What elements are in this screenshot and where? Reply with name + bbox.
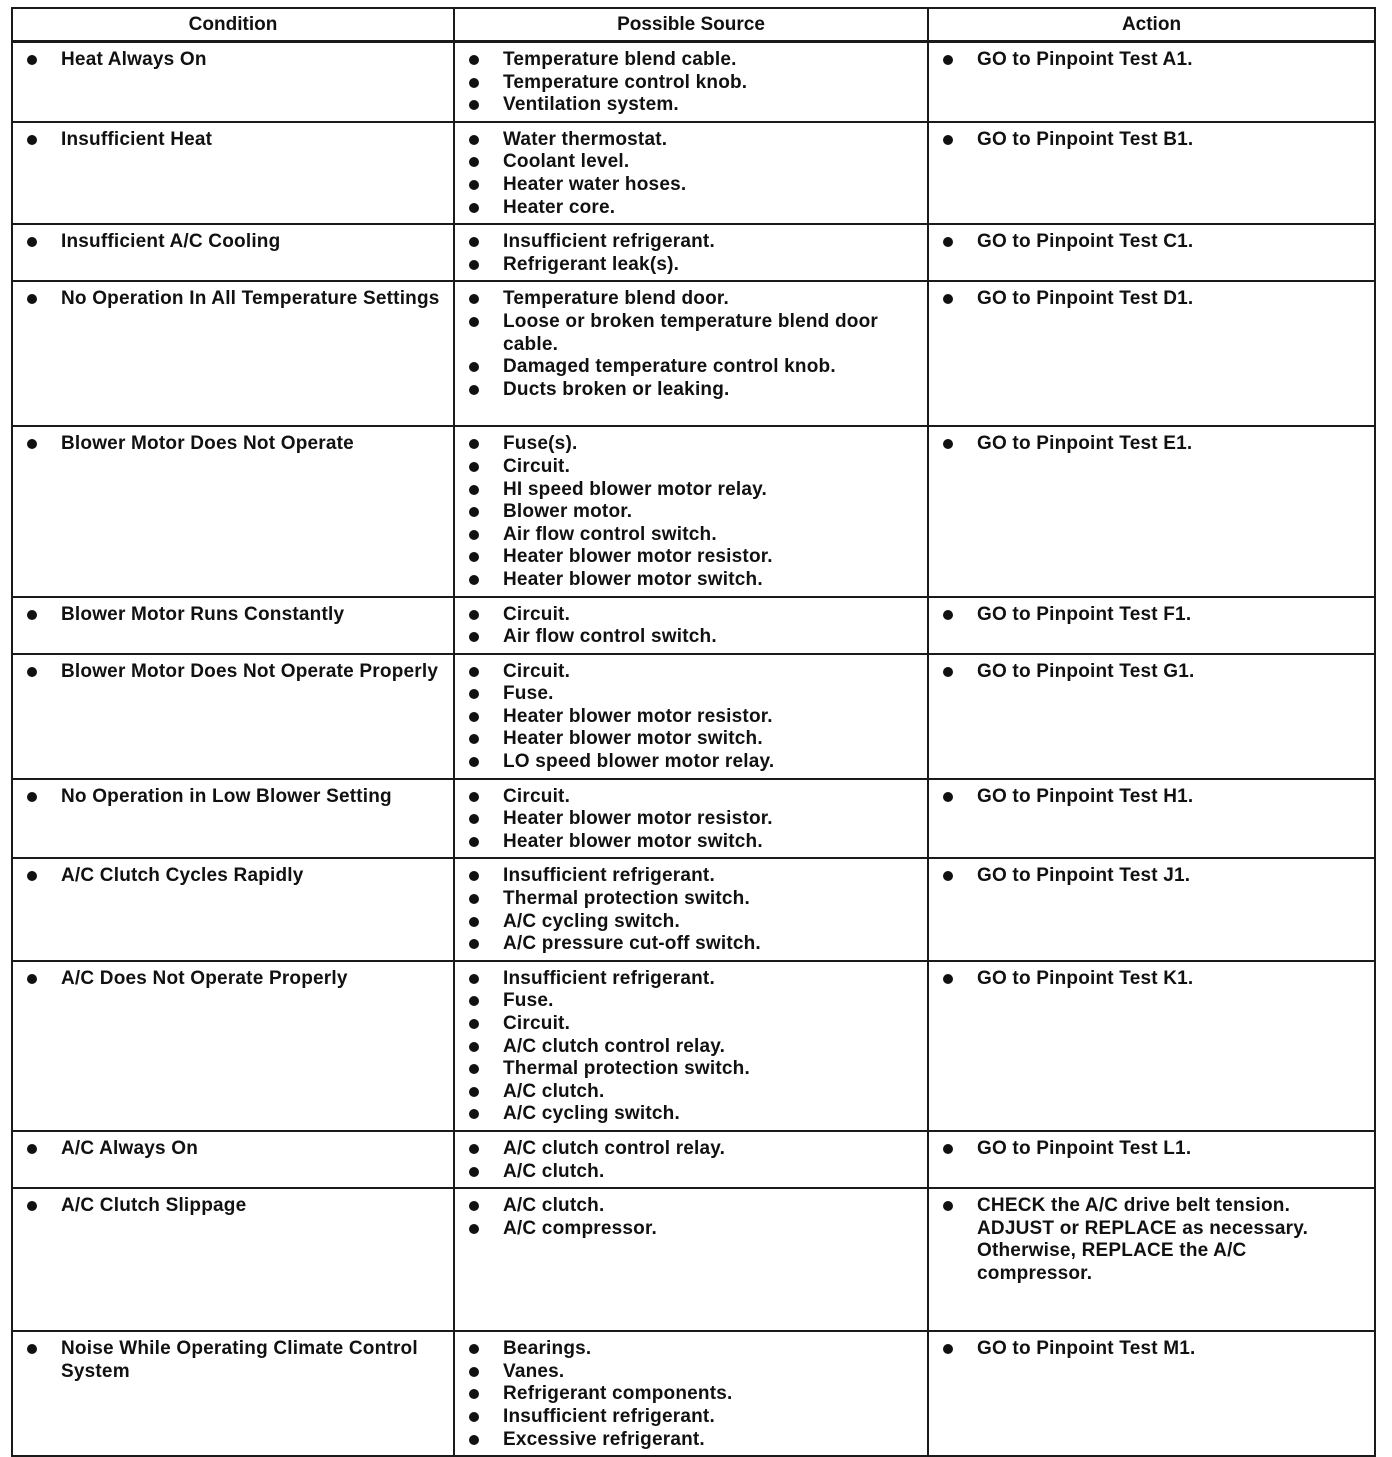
source-item: Insufficient refrigerant.	[465, 1406, 919, 1429]
source-item: A/C clutch.	[465, 1161, 919, 1184]
action-text: GO to Pinpoint Test G1.	[939, 661, 1366, 684]
condition-text: Blower Motor Does Not Operate Properly	[23, 661, 445, 684]
condition-cell	[12, 779, 454, 859]
action-text: GO to Pinpoint Test L1.	[939, 1138, 1366, 1161]
table-row	[12, 858, 1375, 960]
source-item: Heater blower motor resistor.	[465, 546, 919, 569]
source-item: A/C pressure cut-off switch.	[465, 933, 919, 956]
source-cell	[454, 1188, 928, 1331]
table-row	[12, 961, 1375, 1131]
table-row	[12, 426, 1375, 596]
condition-text: Insufficient Heat	[23, 129, 445, 152]
action-cell	[928, 858, 1375, 960]
source-cell	[454, 654, 928, 779]
header-condition: Condition	[12, 8, 454, 42]
condition-cell	[12, 1188, 454, 1331]
source-cell	[454, 122, 928, 224]
table-row	[12, 597, 1375, 654]
source-cell	[454, 779, 928, 859]
source-item: Heater blower motor resistor.	[465, 706, 919, 729]
action-cell	[928, 597, 1375, 654]
action-text: GO to Pinpoint Test D1.	[939, 288, 1366, 311]
condition-cell	[12, 1131, 454, 1188]
source-cell	[454, 224, 928, 281]
source-item: Fuse(s).	[465, 433, 919, 456]
condition-cell	[12, 224, 454, 281]
table-row	[12, 779, 1375, 859]
action-text: GO to Pinpoint Test B1.	[939, 129, 1366, 152]
action-cell	[928, 1188, 1375, 1331]
source-item: Heater blower motor switch.	[465, 569, 919, 592]
source-item: Blower motor.	[465, 501, 919, 524]
source-item: A/C clutch control relay.	[465, 1036, 919, 1059]
source-item: Air flow control switch.	[465, 626, 919, 649]
source-item: Heater blower motor switch.	[465, 728, 919, 751]
table-row	[12, 224, 1375, 281]
source-item: Vanes.	[465, 1361, 919, 1384]
source-item: Circuit.	[465, 786, 919, 809]
source-item: Excessive refrigerant.	[465, 1429, 919, 1452]
source-item: A/C cycling switch.	[465, 911, 919, 934]
condition-text: No Operation in Low Blower Setting	[23, 786, 445, 809]
action-cell	[928, 961, 1375, 1131]
action-text: GO to Pinpoint Test H1.	[939, 786, 1366, 809]
condition-cell	[12, 654, 454, 779]
condition-text: Insufficient A/C Cooling	[23, 231, 445, 254]
action-text: GO to Pinpoint Test J1.	[939, 865, 1366, 888]
source-item: A/C clutch control relay.	[465, 1138, 919, 1161]
source-item: A/C compressor.	[465, 1218, 919, 1241]
source-item: Heater blower motor resistor.	[465, 808, 919, 831]
source-item: Refrigerant components.	[465, 1383, 919, 1406]
source-item: A/C cycling switch.	[465, 1103, 919, 1126]
source-cell	[454, 281, 928, 426]
action-cell	[928, 224, 1375, 281]
condition-text: Blower Motor Runs Constantly	[23, 604, 445, 627]
source-item: Air flow control switch.	[465, 524, 919, 547]
action-text: CHECK the A/C drive belt tension. ADJUST or REPLACE as necessary. Otherwise, REPLACE the A/C compressor.	[939, 1195, 1366, 1285]
source-cell	[454, 1331, 928, 1456]
condition-text: No Operation In All Temperature Settings	[23, 288, 445, 311]
source-item: Insufficient refrigerant.	[465, 968, 919, 991]
condition-text: Noise While Operating Climate Control System	[23, 1338, 445, 1383]
source-item: Fuse.	[465, 990, 919, 1013]
condition-text: A/C Clutch Slippage	[23, 1195, 445, 1218]
action-cell	[928, 42, 1375, 122]
source-item: Heater core.	[465, 197, 919, 220]
table-row	[12, 281, 1375, 426]
source-item: Heater blower motor switch.	[465, 831, 919, 854]
source-cell	[454, 597, 928, 654]
table-row	[12, 654, 1375, 779]
condition-cell	[12, 961, 454, 1131]
source-item: Insufficient refrigerant.	[465, 231, 919, 254]
table-row	[12, 1331, 1375, 1456]
action-text: GO to Pinpoint Test F1.	[939, 604, 1366, 627]
action-text: GO to Pinpoint Test E1.	[939, 433, 1366, 456]
header-possible-source: Possible Source	[454, 8, 928, 42]
condition-text: A/C Does Not Operate Properly	[23, 968, 445, 991]
source-item: Ducts broken or leaking.	[465, 379, 919, 402]
source-item: Thermal protection switch.	[465, 888, 919, 911]
condition-cell	[12, 426, 454, 596]
source-item: Damaged temperature control knob.	[465, 356, 919, 379]
action-cell	[928, 281, 1375, 426]
source-item: Temperature blend door.	[465, 288, 919, 311]
source-item: Refrigerant leak(s).	[465, 254, 919, 277]
action-cell	[928, 779, 1375, 859]
source-item: Temperature blend cable.	[465, 49, 919, 72]
action-cell	[928, 426, 1375, 596]
source-item: Water thermostat.	[465, 129, 919, 152]
condition-cell	[12, 597, 454, 654]
diagnosis-table	[11, 7, 1376, 1457]
source-item: Thermal protection switch.	[465, 1058, 919, 1081]
action-cell	[928, 122, 1375, 224]
source-cell	[454, 42, 928, 122]
condition-cell	[12, 42, 454, 122]
source-item: Temperature control knob.	[465, 72, 919, 95]
source-item: Ventilation system.	[465, 94, 919, 117]
source-item: HI speed blower motor relay.	[465, 479, 919, 502]
source-item: Fuse.	[465, 683, 919, 706]
condition-text: A/C Always On	[23, 1138, 445, 1161]
source-cell	[454, 426, 928, 596]
source-item: Circuit.	[465, 1013, 919, 1036]
source-item: Coolant level.	[465, 151, 919, 174]
table-row	[12, 1188, 1375, 1331]
action-cell	[928, 1131, 1375, 1188]
table-row	[12, 1131, 1375, 1188]
action-text: GO to Pinpoint Test M1.	[939, 1338, 1366, 1361]
condition-cell	[12, 858, 454, 960]
condition-text: A/C Clutch Cycles Rapidly	[23, 865, 445, 888]
source-item: Circuit.	[465, 661, 919, 684]
source-item: Insufficient refrigerant.	[465, 865, 919, 888]
action-text: GO to Pinpoint Test A1.	[939, 49, 1366, 72]
condition-text: Blower Motor Does Not Operate	[23, 433, 445, 456]
action-text: GO to Pinpoint Test C1.	[939, 231, 1366, 254]
action-text: GO to Pinpoint Test K1.	[939, 968, 1366, 991]
header-row	[12, 8, 1375, 42]
source-cell	[454, 961, 928, 1131]
action-cell	[928, 1331, 1375, 1456]
source-cell	[454, 1131, 928, 1188]
action-cell	[928, 654, 1375, 779]
source-item: Loose or broken temperature blend door cable.	[465, 311, 919, 356]
source-item: Circuit.	[465, 456, 919, 479]
condition-cell	[12, 281, 454, 426]
condition-text: Heat Always On	[23, 49, 445, 72]
source-item: A/C clutch.	[465, 1081, 919, 1104]
source-item: Heater water hoses.	[465, 174, 919, 197]
header-action: Action	[928, 8, 1375, 42]
condition-cell	[12, 122, 454, 224]
table-row	[12, 42, 1375, 122]
source-item: Bearings.	[465, 1338, 919, 1361]
condition-cell	[12, 1331, 454, 1456]
table-row	[12, 122, 1375, 224]
source-item: LO speed blower motor relay.	[465, 751, 919, 774]
source-item: A/C clutch.	[465, 1195, 919, 1218]
source-item: Circuit.	[465, 604, 919, 627]
source-cell	[454, 858, 928, 960]
